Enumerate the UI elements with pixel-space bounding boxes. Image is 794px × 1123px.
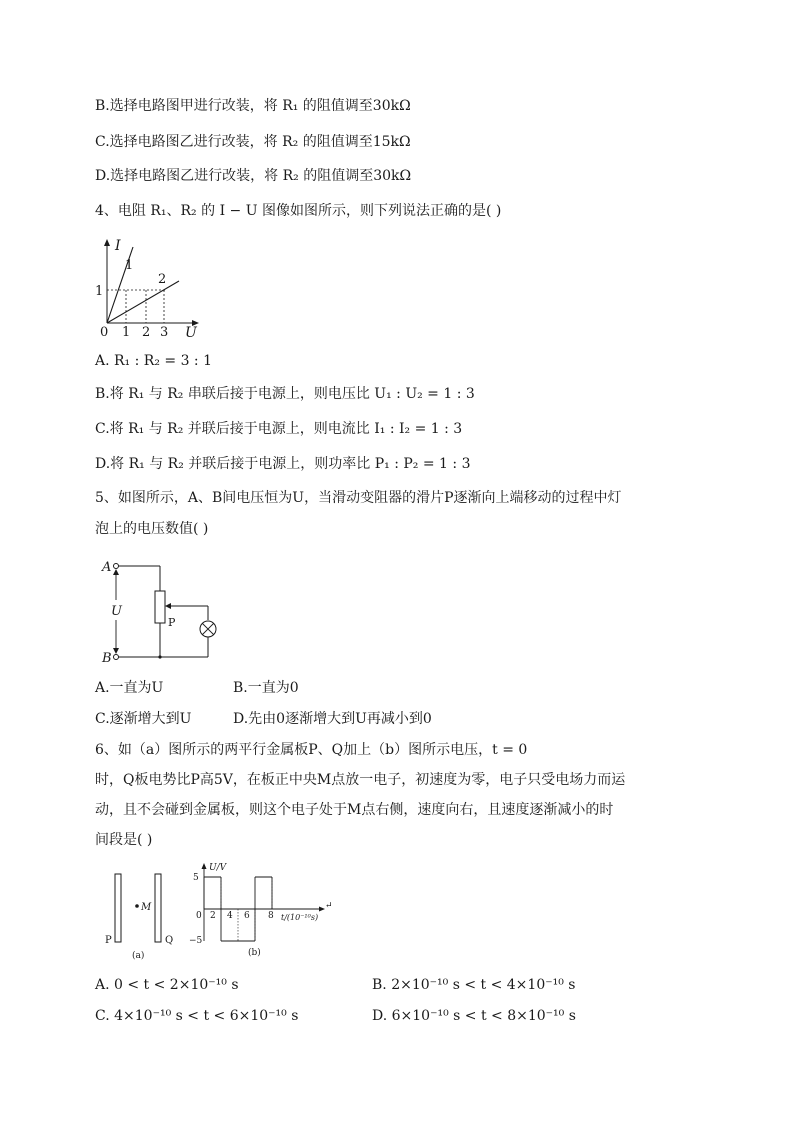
q3-option-b: B.选择电路图甲进行改装，将 R₁ 的阻值调至30kΩ xyxy=(95,98,411,114)
q4-option-d: D.将 R₁ 与 R₂ 并联后接于电源上，则功率比 P₁ : P₂ = 1 : 3 xyxy=(95,456,471,472)
q5-label-u: U xyxy=(111,604,122,619)
q5-stem-line1: 5、如图所示，A、B间电压恒为U，当滑动变阻器的滑片P逐渐向上端移动的过程中灯 xyxy=(95,490,622,506)
q6-label-q: Q xyxy=(165,935,174,946)
q5-option-c: C.逐渐增大到U xyxy=(95,711,192,727)
q6-stem-line2: 时，Q板电势比P高5V，在板正中央M点放一电子，初速度为零，电子只受电场力而运 xyxy=(95,772,626,788)
q4-origin-label: 0 xyxy=(100,325,109,340)
q5-label-p: P xyxy=(168,616,176,629)
q4-x-label: U xyxy=(185,325,197,341)
q6-point-m xyxy=(135,904,139,908)
q6-option-a: A. 0 < t < 2×10⁻¹⁰ s xyxy=(95,977,239,993)
q4-line1-label: 1 xyxy=(125,258,134,273)
q6-stem-line4: 间段是( ) xyxy=(95,832,153,848)
q4-x-tick-1: 1 xyxy=(122,325,131,340)
q6-y-pos-label: 5 xyxy=(193,873,199,883)
q6-voltage-graph xyxy=(188,858,338,958)
q4-line2-label: 2 xyxy=(158,272,167,287)
q6-plates-figure xyxy=(100,870,190,960)
q4-iu-graph xyxy=(95,235,205,340)
q6-stem-line1: 6、如（a）图所示的两平行金属板P、Q加上（b）图所示电压，t = 0 xyxy=(95,742,528,758)
q5-label-a: A xyxy=(102,560,112,575)
q5-option-d: D.先由0逐渐增大到U再减小到0 xyxy=(233,711,432,727)
q5-terminal-b xyxy=(114,655,119,660)
q6-origin-label: 0 xyxy=(196,911,202,921)
q3-option-c: C.选择电路图乙进行改装，将 R₂ 的阻值调至15kΩ xyxy=(95,134,411,150)
q6-x-axis-label: t/(10⁻¹⁰s) xyxy=(281,913,319,922)
q4-option-a: A. R₁ : R₂ = 3 : 1 xyxy=(95,353,212,369)
q5-terminal-a xyxy=(114,564,119,569)
q6-option-c: C. 4×10⁻¹⁰ s < t < 6×10⁻¹⁰ s xyxy=(95,1008,299,1024)
q6-return-mark: ↵ xyxy=(325,901,333,911)
q6-x-tick-6: 6 xyxy=(244,911,250,921)
q4-y-tick-1: 1 xyxy=(95,284,104,299)
q6-x-tick-8: 8 xyxy=(268,911,274,921)
q6-stem-line3: 动，且不会碰到金属板，则这个电子处于M点右侧，速度向右，且速度逐渐减小的时 xyxy=(95,802,614,818)
q6-x-tick-2: 2 xyxy=(210,911,216,921)
q4-x-tick-2: 2 xyxy=(142,325,151,340)
q6-y-neg-label: −5 xyxy=(189,936,203,946)
q4-line-r2 xyxy=(107,281,179,323)
q6-option-d: D. 6×10⁻¹⁰ s < t < 8×10⁻¹⁰ s xyxy=(372,1008,576,1024)
q6-caption-a: (a) xyxy=(132,951,145,961)
q3-option-d: D.选择电路图乙进行改装，将 R₂ 的阻值调至30kΩ xyxy=(95,168,412,184)
q5-circuit xyxy=(98,558,228,668)
q4-y-arrow xyxy=(104,239,110,246)
q4-option-b: B.将 R₁ 与 R₂ 串联后接于电源上，则电压比 U₁ : U₂ = 1 : 3 xyxy=(95,386,475,402)
q4-x-tick-3: 3 xyxy=(160,325,169,340)
q4-stem: 4、电阻 R₁、R₂ 的 I − U 图像如图所示，则下列说法正确的是( ) xyxy=(95,203,502,219)
q6-label-m: M xyxy=(141,902,152,913)
q5-option-b: B.一直为0 xyxy=(233,680,299,696)
q6-x-tick-4: 4 xyxy=(227,911,233,921)
q6-plate-q xyxy=(155,874,161,942)
q6-option-b: B. 2×10⁻¹⁰ s < t < 4×10⁻¹⁰ s xyxy=(372,977,576,993)
q5-slider-arrow xyxy=(165,603,171,609)
q6-label-p: P xyxy=(105,935,112,946)
q6-plate-p xyxy=(115,874,121,942)
q4-option-c: C.将 R₁ 与 R₂ 并联后接于电源上，则电流比 I₁ : I₂ = 1 : 3 xyxy=(95,421,463,437)
q6-caption-b: (b) xyxy=(248,948,261,958)
q5-stem-line2: 泡上的电压数值( ) xyxy=(95,521,209,537)
q4-y-label: I xyxy=(115,238,121,254)
q6-y-axis-label: U/V xyxy=(209,863,227,873)
q5-option-a: A.一直为U xyxy=(95,680,164,696)
q5-rheostat xyxy=(155,591,165,623)
q5-label-b: B xyxy=(102,651,112,666)
